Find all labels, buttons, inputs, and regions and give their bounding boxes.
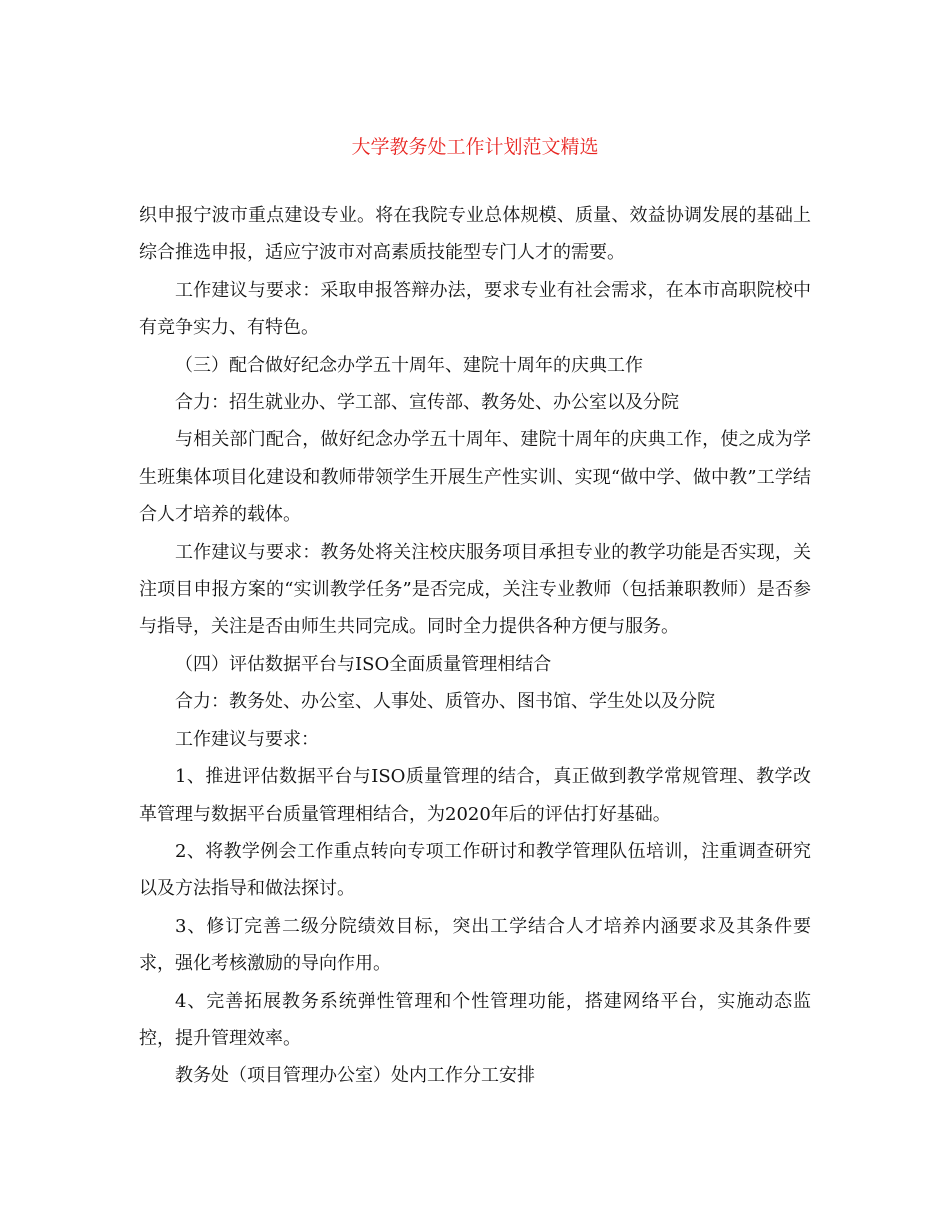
paragraph: 2、将教学例会工作重点转向专项工作研讨和教学管理队伍培训，注重调查研究以及方法指导和做法探讨。	[139, 840, 811, 900]
paragraph: 教务处（项目管理办公室）处内工作分工安排	[175, 1065, 535, 1087]
paragraph: 合力：教务处、办公室、人事处、质管办、图书馆、学生处以及分院	[175, 691, 715, 713]
paragraph: 工作建议与要求：教务处将关注校庆服务项目承担专业的教学功能是否实现，关注项目申报方案的“实训教学任务”是否完成，关注专业教师（包括兼职教师）是否参与指导，关注是否由师生共同完成。同时全力提供各种方便与服务。	[139, 541, 811, 638]
paragraph: 合力：招生就业办、学工部、宣传部、教务处、办公室以及分院	[175, 392, 679, 414]
paragraph: 3、修订完善二级分院绩效目标，突出工学结合人才培养内涵要求及其条件要求，强化考核激励的导向作用。	[139, 915, 811, 975]
paragraph: 与相关部门配合，做好纪念办学五十周年、建院十周年的庆典工作，使之成为学生班集体项目化建设和教师带领学生开展生产性实训、实现“做中学、做中教”工学结合人才培养的载体。	[139, 429, 811, 526]
paragraph: （四）评估数据平台与ISO全面质量管理相结合	[175, 653, 552, 675]
paragraph: 织申报宁波市重点建设专业。将在我院专业总体规模、质量、效益协调发展的基础上综合推选申报，适应宁波市对高素质技能型专门人才的需要。	[139, 205, 811, 264]
paragraph: 1、推进评估数据平台与ISO质量管理的结合，真正做到教学常规管理、教学改革管理与数据平台质量管理相结合，为2020年后的评估打好基础。	[139, 766, 811, 825]
paragraph: （三）配合做好纪念办学五十周年、建院十周年的庆典工作	[175, 354, 643, 376]
paragraph: 工作建议与要求：采取申报答辩办法，要求专业有社会需求，在本市高职院校中有竞争实力、有特色。	[139, 279, 811, 339]
document-body	[139, 197, 811, 1095]
document-title: 大学教务处工作计划范文精选	[351, 136, 599, 158]
paragraph: 4、完善拓展教务系统弹性管理和个性管理功能，搭建网络平台，实施动态监控，提升管理效率。	[139, 990, 811, 1049]
paragraph: 工作建议与要求：	[175, 728, 319, 750]
